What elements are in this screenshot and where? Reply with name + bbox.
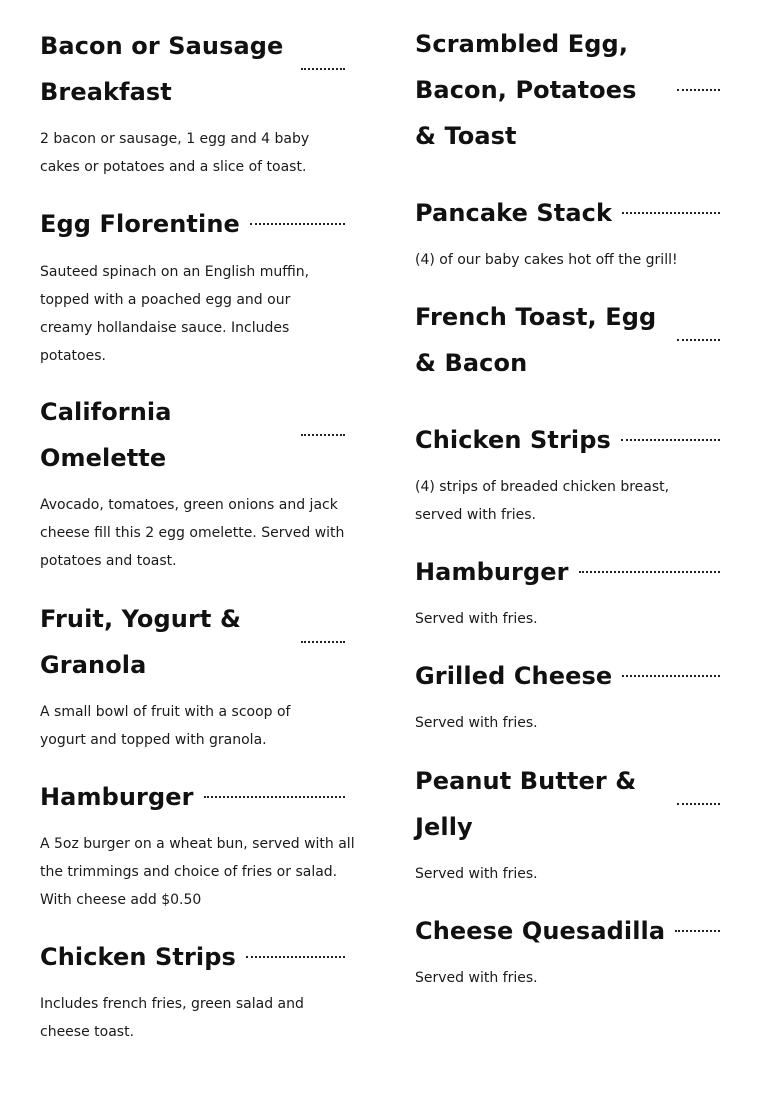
menu-item-title: Fruit, Yogurt & Granola xyxy=(40,605,241,679)
menu-item-title: Hamburger xyxy=(40,783,194,811)
dotted-leader xyxy=(301,641,345,643)
dotted-leader xyxy=(675,930,720,932)
menu-item xyxy=(40,389,345,575)
dotted-leader xyxy=(622,675,720,677)
dotted-leader xyxy=(621,439,720,441)
dotted-leader xyxy=(246,956,345,958)
menu-item-title: Grilled Cheese xyxy=(415,662,613,690)
menu-item xyxy=(415,908,720,992)
menu-item-description: (4) strips of breaded chicken breast, served with fries. xyxy=(415,479,670,523)
menu-item-description: 2 bacon or sausage, 1 egg and 4 baby cakes or potatoes and a slice of toast. xyxy=(40,131,310,175)
menu-item-title: Chicken Strips xyxy=(40,943,236,971)
menu-item-description: A 5oz burger on a wheat bun, served with all the trimmings and choice of fries or salad. With cheese add $0.50 xyxy=(40,836,355,908)
menu-item-description: Served with fries. xyxy=(415,970,538,986)
menu-item-title: French Toast, Egg & Bacon xyxy=(415,303,657,377)
menu-item-description: Avocado, tomatoes, green onions and jack cheese fill this 2 egg omelette. Served with potatoes and toast. xyxy=(40,497,345,569)
menu-item xyxy=(40,934,345,1046)
menu-item-description: Served with fries. xyxy=(415,611,538,627)
menu-item xyxy=(40,774,355,914)
menu-item-title: California Omelette xyxy=(40,398,172,472)
menu-item-description: A small bowl of fruit with a scoop of yogurt and topped with granola. xyxy=(40,704,291,748)
dotted-leader xyxy=(301,434,345,436)
menu-item xyxy=(415,549,720,633)
menu-item xyxy=(415,294,720,386)
menu-item-title: Peanut Butter & Jelly xyxy=(415,767,637,841)
dotted-leader xyxy=(250,223,345,225)
dotted-leader xyxy=(301,68,345,70)
menu-item-description: Sauteed spinach on an English muffin, topped with a poached egg and our creamy hollandaise sauce. Includes potatoes. xyxy=(40,264,310,364)
menu-item-title: Chicken Strips xyxy=(415,426,611,454)
menu-item xyxy=(40,23,345,181)
menu-item-title: Cheese Quesadilla xyxy=(415,917,666,945)
menu-item-title: Pancake Stack xyxy=(415,199,613,227)
menu-item xyxy=(415,758,720,888)
menu-item-description: (4) of our baby cakes hot off the grill! xyxy=(415,252,678,268)
menu-item xyxy=(40,201,345,370)
menu-item-description: Served with fries. xyxy=(415,715,538,731)
dotted-leader xyxy=(677,803,720,805)
menu-item xyxy=(415,21,720,159)
dotted-leader xyxy=(204,796,345,798)
menu-item xyxy=(40,596,345,754)
menu-item-title: Bacon or Sausage Breakfast xyxy=(40,32,284,106)
menu-item xyxy=(415,653,720,737)
dotted-leader xyxy=(677,339,720,341)
menu-item-description: Served with fries. xyxy=(415,866,538,882)
dotted-leader xyxy=(622,212,720,214)
menu-item-title: Egg Florentine xyxy=(40,210,240,238)
menu-item xyxy=(415,190,720,274)
menu-item-description: Includes french fries, green salad and cheese toast. xyxy=(40,996,304,1040)
menu-item-title: Scrambled Egg, Bacon, Potatoes & Toast xyxy=(415,30,637,150)
menu-item xyxy=(415,417,720,529)
dotted-leader xyxy=(677,89,720,91)
menu-item-title: Hamburger xyxy=(415,558,569,586)
dotted-leader xyxy=(579,571,720,573)
